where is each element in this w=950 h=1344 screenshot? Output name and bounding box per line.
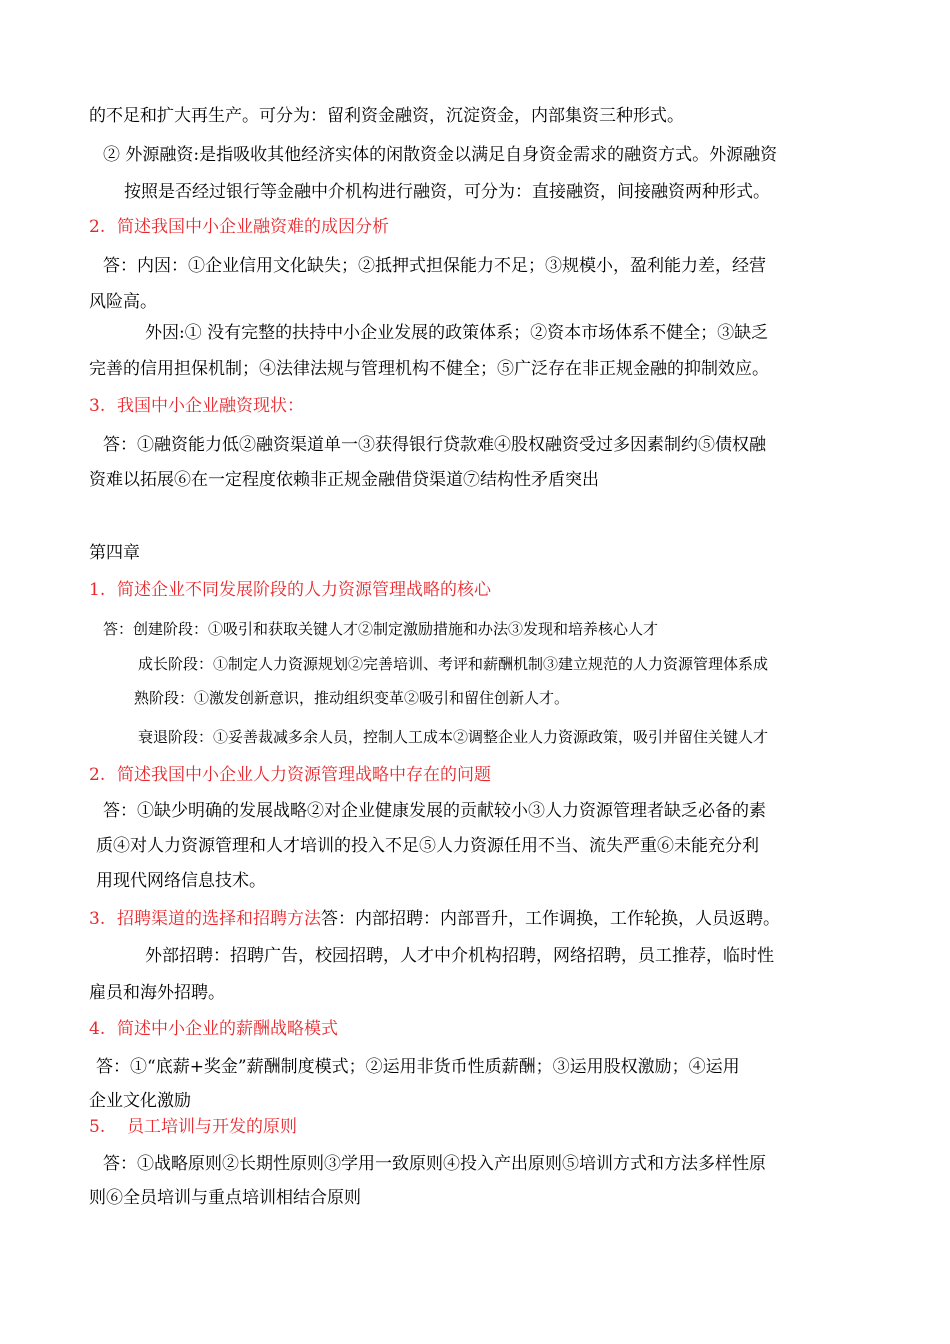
paragraph-line: 外部招聘：招聘广告，校园招聘，人才中介机构招聘，网络招聘，员工推荐，临时性: [145, 946, 774, 966]
heading-number: 1.: [89, 580, 106, 600]
paragraph-line: ② 外源融资:是指吸收其他经济实体的闲散资金以满足自身资金需求的融资方式。外源融资: [103, 145, 778, 165]
paragraph-line: 则⑥全员培训与重点培训相结合原则: [89, 1188, 361, 1208]
paragraph-line: 答：①融资能力低②融资渠道单一③获得银行贷款难④股权融资受过多因素制约⑤债权融: [103, 435, 766, 455]
chapter-title: 第四章: [89, 543, 140, 563]
heading-number: 2.: [89, 765, 106, 785]
heading-number: 2.: [89, 217, 106, 237]
paragraph-line: 答：内因：①企业信用文化缺失；②抵押式担保能力不足；③规模小，盈利能力差，经营: [103, 256, 766, 276]
paragraph-line: 完善的信用担保机制；④法律法规与管理机构不健全；⑤广泛存在非正规金融的抑制效应。: [89, 359, 769, 379]
paragraph-line: 质④对人力资源管理和人才培训的投入不足⑤人力资源任用不当、流失严重⑥未能充分利: [96, 836, 759, 856]
paragraph-line: 资难以拓展⑥在一定程度依赖非正规金融借贷渠道⑦结构性矛盾突出: [89, 470, 599, 490]
paragraph-line: 衰退阶段：①妥善裁减多余人员，控制人工成本②调整企业人力资源政策，吸引并留住关键人才: [138, 728, 769, 746]
heading-text: 招聘渠道的选择和招聘方法: [117, 909, 321, 929]
heading-number: 3.: [89, 396, 106, 416]
section-heading: [89, 763, 491, 787]
section-heading: [89, 1115, 297, 1139]
section-heading: [89, 578, 491, 602]
paragraph-line: 按照是否经过银行等金融中介机构进行融资，可分为：直接融资，间接融资两种形式。: [124, 182, 770, 202]
paragraph-line: 答：①战略原则②长期性原则③学用一致原则④投入产出原则⑤培训方式和方法多样性原: [103, 1154, 766, 1174]
paragraph-line: 外因:① 没有完整的扶持中小企业发展的政策体系；②资本市场体系不健全；③缺乏: [145, 323, 769, 343]
heading-number: 5.: [89, 1117, 106, 1137]
section-heading: [89, 215, 389, 239]
paragraph-line: 雇员和海外招聘。: [89, 983, 225, 1003]
paragraph-line: 企业文化激励: [89, 1091, 191, 1111]
heading-text: 员工培训与开发的原则: [127, 1117, 297, 1137]
paragraph-line: 的不足和扩大再生产。可分为：留利资金融资，沉淀资金，内部集资三种形式。: [89, 106, 684, 126]
paragraph-line: 风险高。: [89, 292, 157, 312]
section-heading: [89, 394, 304, 418]
paragraph-line: 答：①“底薪+奖金”薪酬制度模式；②运用非货币性质薪酬；③运用股权激励；④运用: [96, 1057, 740, 1077]
paragraph-line: 答：内部招聘：内部晋升，工作调换，工作轮换，人员返聘。: [321, 909, 780, 929]
heading-text: 简述我国中小企业融资难的成因分析: [117, 217, 389, 237]
paragraph-line: 成长阶段：①制定人力资源规划②完善培训、考评和薪酬机制③建立规范的人力资源管理体系成: [138, 655, 769, 673]
heading-number: 4.: [89, 1019, 106, 1039]
heading-text: 我国中小企业融资现状：: [117, 396, 304, 416]
paragraph-line: 答：①缺少明确的发展战略②对企业健康发展的贡献较小③人力资源管理者缺乏必备的素: [103, 801, 766, 821]
heading-text: 简述中小企业的薪酬战略模式: [117, 1019, 338, 1039]
paragraph-line: 答：创建阶段：①吸引和获取关键人才②制定激励措施和办法③发现和培养核心人才: [103, 620, 659, 638]
section-heading-with-answer: [89, 907, 780, 931]
heading-number: 3.: [89, 909, 106, 929]
section-heading: [89, 1017, 338, 1041]
paragraph-line: 用现代网络信息技术。: [96, 871, 266, 891]
heading-text: 简述企业不同发展阶段的人力资源管理战略的核心: [117, 580, 491, 600]
paragraph-line: 熟阶段：①激发创新意识，推动组织变革②吸引和留住创新人才。: [134, 689, 570, 707]
heading-text: 简述我国中小企业人力资源管理战略中存在的问题: [117, 765, 491, 785]
